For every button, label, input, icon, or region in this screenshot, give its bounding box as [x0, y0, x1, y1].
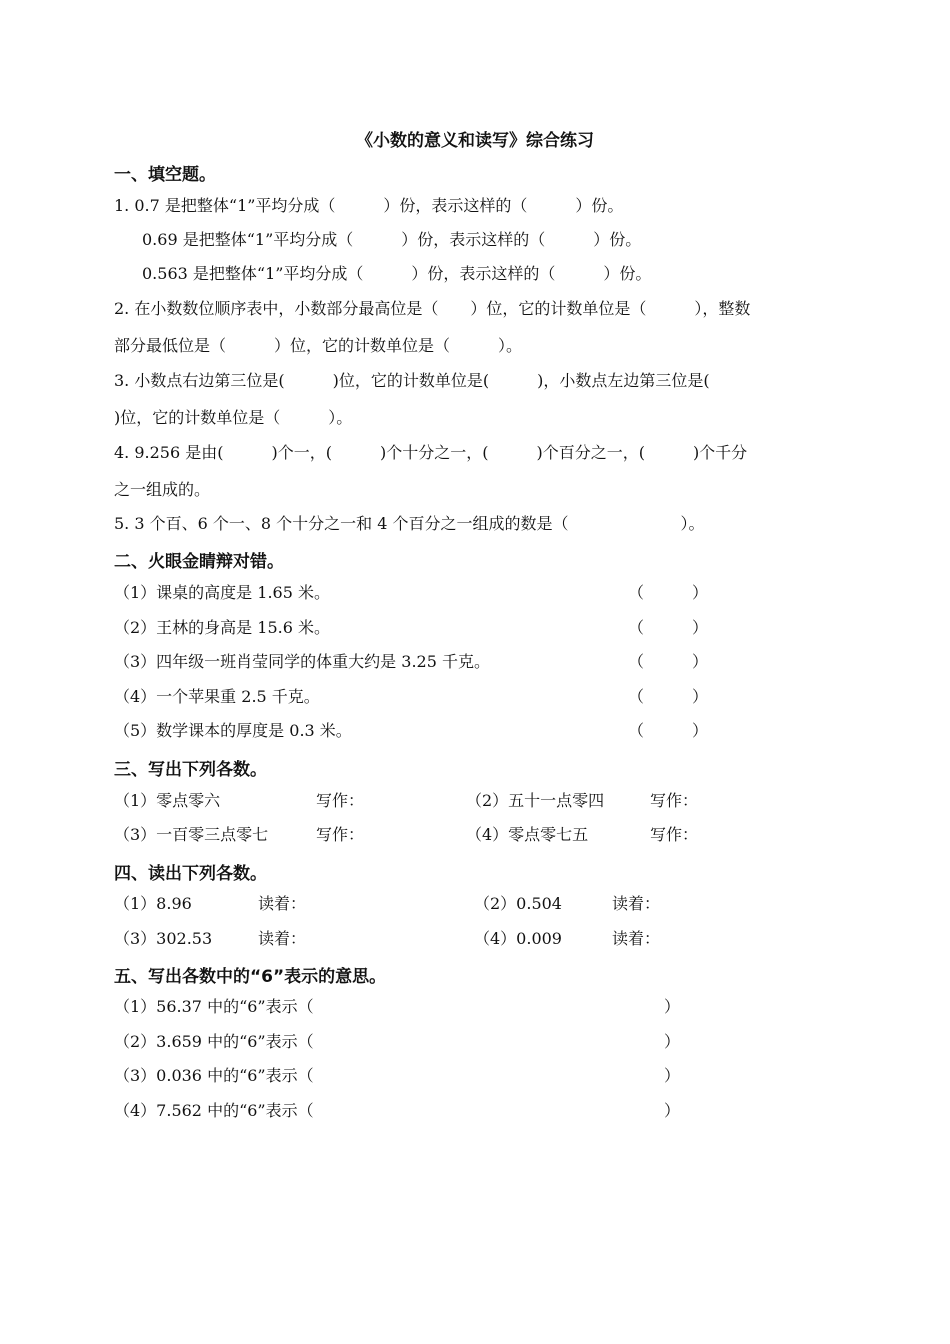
section-5-heading: 五、写出各数中的“6”表示的意思。 [114, 967, 387, 987]
judge-blank-3: （ ） [628, 652, 709, 671]
read-item-2: （2）0.504 [474, 894, 562, 913]
judge-item-4: （4）一个苹果重 2.5 千克。 [114, 687, 320, 706]
q2-line-1: 2. 在小数数位顺序表中，小数部分最高位是（ ）位，它的计数单位是（ ），整数 [114, 299, 751, 318]
read-label-1: 读着： [258, 894, 307, 913]
meaning-close-2: ） [664, 1032, 681, 1051]
q1-line-3: 0.563 是把整体“1”平均分成（ ）份，表示这样的（ ）份。 [142, 264, 652, 283]
q4-line-1: 4. 9.256 是由( )个一，( )个十分之一，( )个百分之一，( )个千分 [114, 443, 748, 462]
meaning-close-1: ） [664, 997, 681, 1016]
read-label-4: 读着： [612, 929, 661, 948]
write-item-3: （3）一百零三点零七 [114, 825, 269, 844]
section-4-heading: 四、读出下列各数。 [114, 864, 267, 884]
judge-blank-2: （ ） [628, 618, 709, 637]
judge-item-3: （3）四年级一班肖莹同学的体重大约是 3.25 千克。 [114, 652, 490, 671]
q3-line-1: 3. 小数点右边第三位是( )位，它的计数单位是( )，小数点左边第三位是( [114, 371, 710, 390]
write-label-1: 写作： [316, 791, 365, 810]
judge-blank-1: （ ） [628, 583, 709, 602]
meaning-item-1: （1）56.37 中的“6”表示（ [114, 997, 314, 1016]
page-title: 《小数的意义和读写》综合练习 [356, 131, 594, 151]
judge-item-1: （1）课桌的高度是 1.65 米。 [114, 583, 330, 602]
q5-line: 5. 3 个百、6 个一、8 个十分之一和 4 个百分之一组成的数是（ ）。 [114, 514, 705, 533]
write-item-1: （1）零点零六 [114, 791, 221, 810]
judge-blank-5: （ ） [628, 721, 709, 740]
judge-item-2: （2）王林的身高是 15.6 米。 [114, 618, 330, 637]
write-item-4: （4）零点零七五 [466, 825, 589, 844]
judge-blank-4: （ ） [628, 687, 709, 706]
q4-line-2: 之一组成的。 [114, 480, 211, 499]
read-item-4: （4）0.009 [474, 929, 562, 948]
read-label-3: 读着： [258, 929, 307, 948]
q1-line-2: 0.69 是把整体“1”平均分成（ ）份，表示这样的（ ）份。 [142, 230, 642, 249]
judge-item-5: （5）数学课本的厚度是 0.3 米。 [114, 721, 352, 740]
write-label-2: 写作： [650, 791, 699, 810]
meaning-item-4: （4）7.562 中的“6”表示（ [114, 1101, 314, 1120]
meaning-item-3: （3）0.036 中的“6”表示（ [114, 1066, 314, 1085]
read-item-1: （1）8.96 [114, 894, 192, 913]
q2-line-2: 部分最低位是（ ）位，它的计数单位是（ ）。 [114, 336, 523, 355]
write-label-4: 写作： [650, 825, 699, 844]
section-1-heading: 一、填空题。 [114, 165, 216, 185]
write-item-2: （2）五十一点零四 [466, 791, 605, 810]
read-label-2: 读着： [612, 894, 661, 913]
meaning-item-2: （2）3.659 中的“6”表示（ [114, 1032, 314, 1051]
section-2-heading: 二、火眼金睛辩对错。 [114, 552, 284, 572]
write-label-3: 写作： [316, 825, 365, 844]
meaning-close-3: ） [664, 1066, 681, 1085]
read-item-3: （3）302.53 [114, 929, 213, 948]
section-3-heading: 三、写出下列各数。 [114, 760, 267, 780]
q3-line-2: )位，它的计数单位是（ ）。 [114, 408, 353, 427]
q1-line-1: 1. 0.7 是把整体“1”平均分成（ ）份，表示这样的（ ）份。 [114, 196, 624, 215]
meaning-close-4: ） [664, 1101, 681, 1120]
